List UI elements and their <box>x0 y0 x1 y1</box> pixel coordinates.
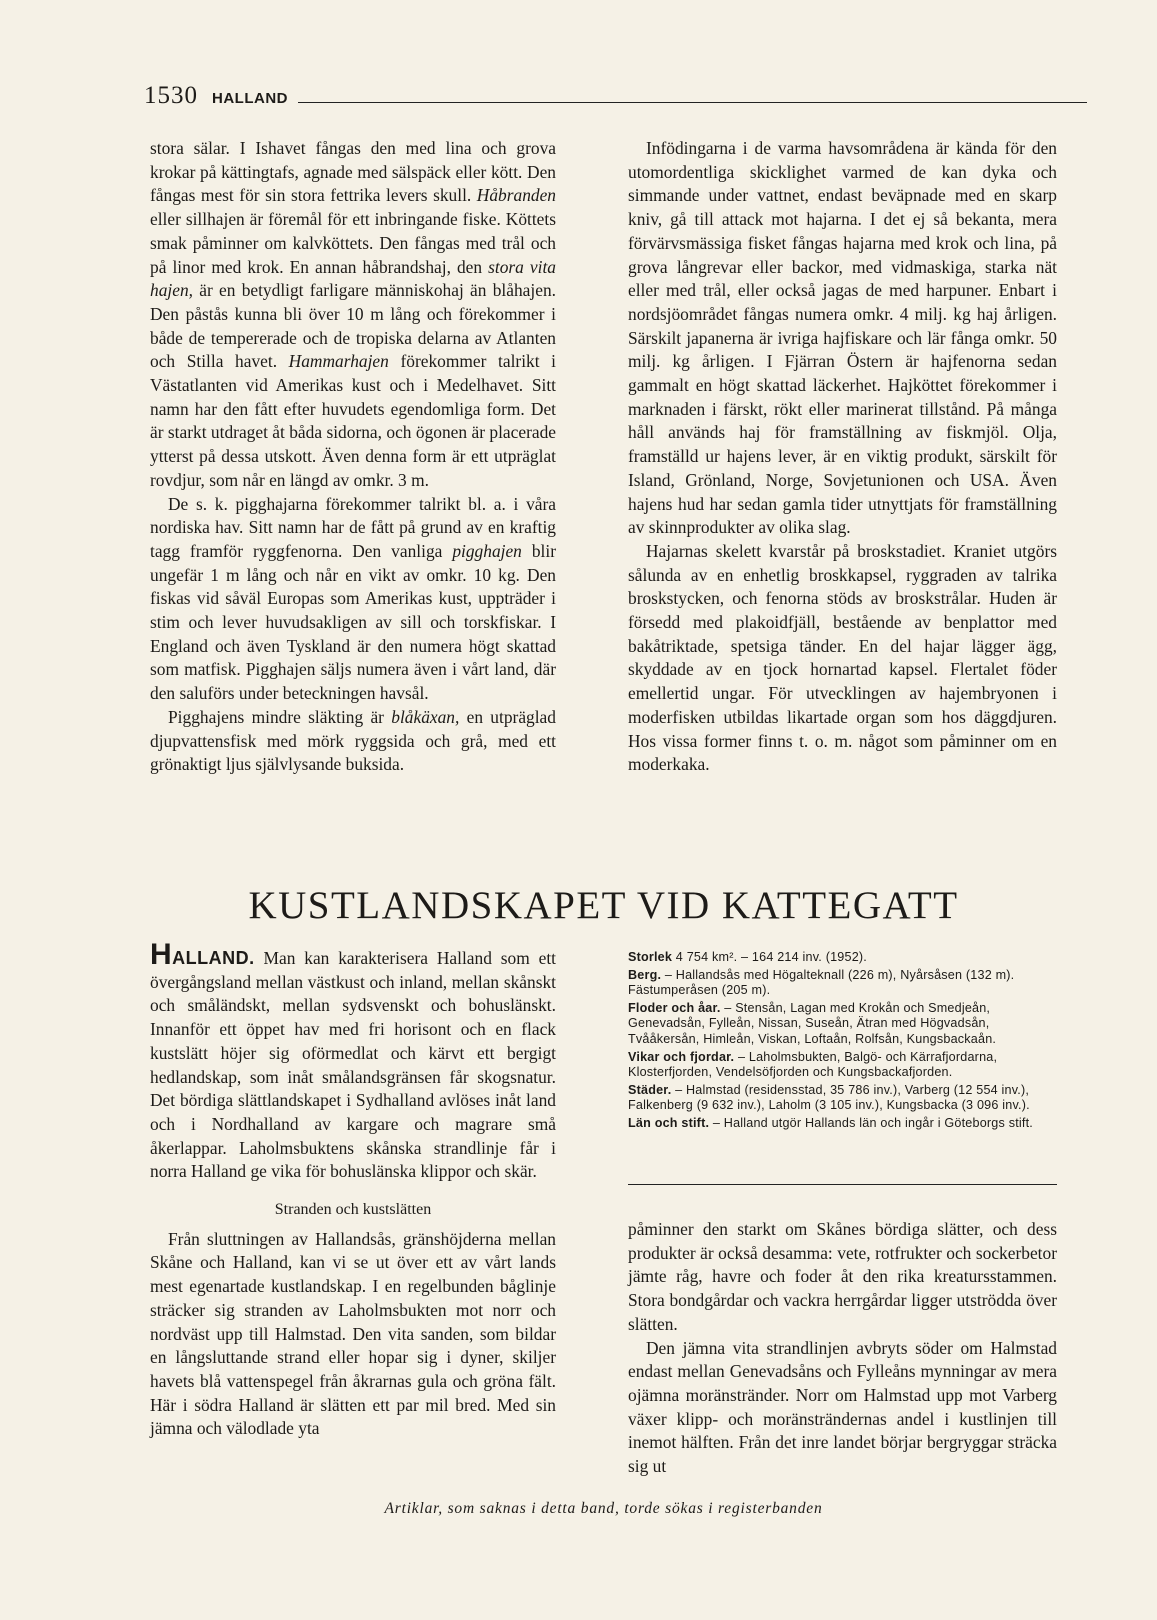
italic-term: stora vita hajen, <box>150 256 557 301</box>
fact-item: Storlek 4 754 km². – 164 214 inv. (1952). <box>628 950 867 964</box>
subheading: Stranden och kustslätten <box>274 1201 432 1219</box>
top-right-column <box>628 137 1057 777</box>
italic-term: Hammarhajen <box>288 351 389 372</box>
initial-letter: H <box>150 938 173 971</box>
top-left-column <box>150 137 556 777</box>
fact-label: Storlek <box>628 950 673 964</box>
italic-term: pigghajen <box>452 540 522 561</box>
facts-rule <box>628 1184 1057 1185</box>
paragraph: Den jämna vita strandlinjen avbryts söder om Halmstad endast mellan Genevadsåns och Fylleåns mynningar av mera ojämna moränstränder. Norr om Halmstad upp mot Varberg växer klipp- och moränsträndernas andel i kustlinjen till inemot hälften. Från det inre landet börjar bergryggar sträcka sig ut <box>628 1337 1057 1477</box>
lead-word: HALLAND. <box>150 938 255 971</box>
fact-label: Städer. <box>628 1082 672 1097</box>
fact-label: Län och stift. <box>628 1115 710 1130</box>
lead-paragraph: HALLAND. Man kan karakterisera Halland som ett övergångsland mellan västkust och inland, mellan skånskt och småländskt, mellan sydsvenskt och bohuslänskt. Innanför ett öppet hav med fri horisont och en flack kustslätt höjer sig oförmedlat och kärvt ett bergigt hedlandskap, som inåt smålandsgränsen får skogsnatur. Det bördiga slättlandskapet i Sydhalland avlöses inåt land och i Nordhalland av kargare och magrare små åkerlappar. Laholmsbuktens skånska strandlinje får i norra Halland ge vika för bohuslänska klippor och skär. <box>150 938 556 1182</box>
paragraph: Pigghajens mindre släkting är blåkäxan, en utpräglad djupvattensfisk med mörk ryggsida och grå, med ett grönaktigt ljus självlysande buksida. <box>150 706 556 775</box>
paragraph: De s. k. pigghajarna förekommer talrikt bl. a. i våra nordiska hav. Sitt namn har de fått på grund av en kraftig tagg framför ryggfenorna. Den vanliga pigghajen blir ungefär 1 m lång och når en vikt av omkr. 10 kg. Den fiskas vid såväl Europas som Amerikas kust, uppträder i stim och lever huvudsakligen av sill och torskfiskar. I England och även Tyskland är den numera högt skattad som matfisk. Pigghajen säljs numera även i vårt land, där den saluförs under beteckningen havsål. <box>150 493 556 704</box>
footer-note: Artiklar, som saknas i detta band, torde sökas i registerbanden <box>384 1500 823 1517</box>
fact-item: Berg. – Hallandsås med Högalteknall (226 m), Nyårsåsen (132 m). Fästumperåsen (205 m). <box>628 967 1015 998</box>
running-head: HALLAND <box>212 90 288 107</box>
section-title: KUSTLANDSKAPET VID KATTEGATT <box>248 884 959 927</box>
italic-term: Håbranden <box>476 185 556 206</box>
paragraph: Från sluttningen av Hallandsås, gränshöjderna mellan Skåne och Halland, kan vi se ut över ett av vårt lands mest egenartade kustlandskap. I en regelbunden båglinje sträcker sig stranden av Laholmsbukten mot norr och nordväst upp till Halmstad. Den vita sanden, som bildar en långsluttande strand eller hopar sig i dyner, skiljer havets blå vattenspegel från åkrarnas gula och gröna fält. Här i södra Halland är slätten ett par mil bred. Med sin jämna och välodlade yta <box>150 1228 556 1439</box>
header-rule <box>298 102 1087 103</box>
fact-item: Städer. – Halmstad (residensstad, 35 786 inv.), Varberg (12 554 inv.), Falkenberg (9 632 inv.), Laholm (3 105 inv.), Kungsbacka (3 096 inv.). <box>628 1082 1030 1113</box>
fact-label: Floder och åar. <box>628 1000 721 1015</box>
bottom-left-column <box>150 938 556 1441</box>
paragraph: Hajarnas skelett kvarstår på broskstadiet. Kraniet utgörs sålunda av en enhetlig broskkapsel, ryggraden av talrika broskstycken, och fenorna stöds av broskstrålar. Huden är försedd med plakoidfjäll, bestående av benplattor med bakåtriktade, spetsiga tänder. En del hajar lägger ägg, skyddade av en tjock hornartad kapsel. Flertalet föder emellertid ungar. För utvecklingen av hajembryonen i moderfisken utbildas likartade organ som hos däggdjuren. Hos vissa former finns t. o. m. något som påminner om en moderkaka. <box>628 540 1057 775</box>
paragraph: påminner den starkt om Skånes bördiga slätter, och dess produkter är också desamma: vete, rotfrukter och sockerbetor jämte råg, havre och foder åt den rika kreatursstammen. Stora bondgårdar och vackra herrgårdar ligger utströdda över slätten. <box>628 1219 1057 1334</box>
bottom-right-column <box>628 1218 1057 1479</box>
page-header <box>144 84 1087 108</box>
page-number: 1530 <box>144 82 198 109</box>
fact-item: Floder och åar. – Stensån, Lagan med Krokån och Smedjeån, Genevadsån, Fylleån, Nissan, Suseån, Ätran med Högvadsån, Tvååkersån, Himleån, Viskan, Loftaån, Rolfsån, Kungsbackaån. <box>628 1000 997 1046</box>
fact-item: Län och stift. – Halland utgör Hallands län och ingår i Göteborgs stift. <box>628 1115 1033 1130</box>
paragraph: Infödingarna i de varma havsområdena är kända för den utomordentliga skicklighet varmed de kan dyka och simmande under vattnet, endast beväpnade med en skarp kniv, gå till attack mot hajarna. I det ej så bekanta, mera förvärvsmässiga fisket fångas hajarna med krok och lina, på grova långrevar eller backor, med vidmaskiga, starka nät eller med trål, eller också jagas de med harpuner. Enbart i nordsjöområdet fångas numera omkr. 4 milj. kg haj årligen. Särskilt japanerna är ivriga hajfiskare och lär fånga omkr. 50 milj. kg årligen. I Fjärran Östern är hajfenorna sedan gammalt en högt skattad läckerhet. Hajköttet förekommer i marknaden i färskt, rökt eller marinerat tillstånd. På många håll används haj för framställning av fiskmjöl. Olja, framställd ur hajens lever, är en viktig produkt, särskilt för Island, Grönland, Norge, Sovjetunionen och USA. Även hajens hud har sedan gamla tider utnyttjats för framställning av skinnprodukter av olika slag. <box>628 138 1057 538</box>
italic-term: blåkäxan, <box>391 706 460 727</box>
fact-item: Vikar och fjordar. – Laholmsbukten, Balgö- och Kärrafjordarna, Klosterfjorden, Vendelsöfjorden och Kungsbackafjorden. <box>628 1049 998 1080</box>
paragraph: stora sälar. I Ishavet fångas den med lina och grova krokar på kättingtafs, agnade med sälspäck eller kött. Den fångas mest för sin stora fettrika levers skull. Håbranden eller sillhajen är föremål för ett inbringande fiske. Köttets smak påminner om kalvköttets. Den fångas med trål och på linor med krok. En annan håbrandshaj, den stora vita hajen, är en betydligt farligare människohaj än blåhajen. Den påstås kunna bli över 10 m lång och förekommer i både de tempererade och de tropiska delarna av Atlanten och Stilla havet. Hammarhajen förekommer talrikt i Västatlanten vid Amerikas kust och i Medelhavet. Sitt namn har den fått efter huvudets egendomliga form. Det är starkt utdraget åt båda sidorna, och ögonen är placerade ytterst på dessa utskott. Även denna form är ett utpräglat rovdjur, som når en längd av omkr. 3 m. <box>150 138 557 490</box>
fact-label: Berg. <box>628 967 662 982</box>
fact-label: Vikar och fjordar. <box>628 1049 735 1064</box>
facts-box <box>628 950 1057 1134</box>
